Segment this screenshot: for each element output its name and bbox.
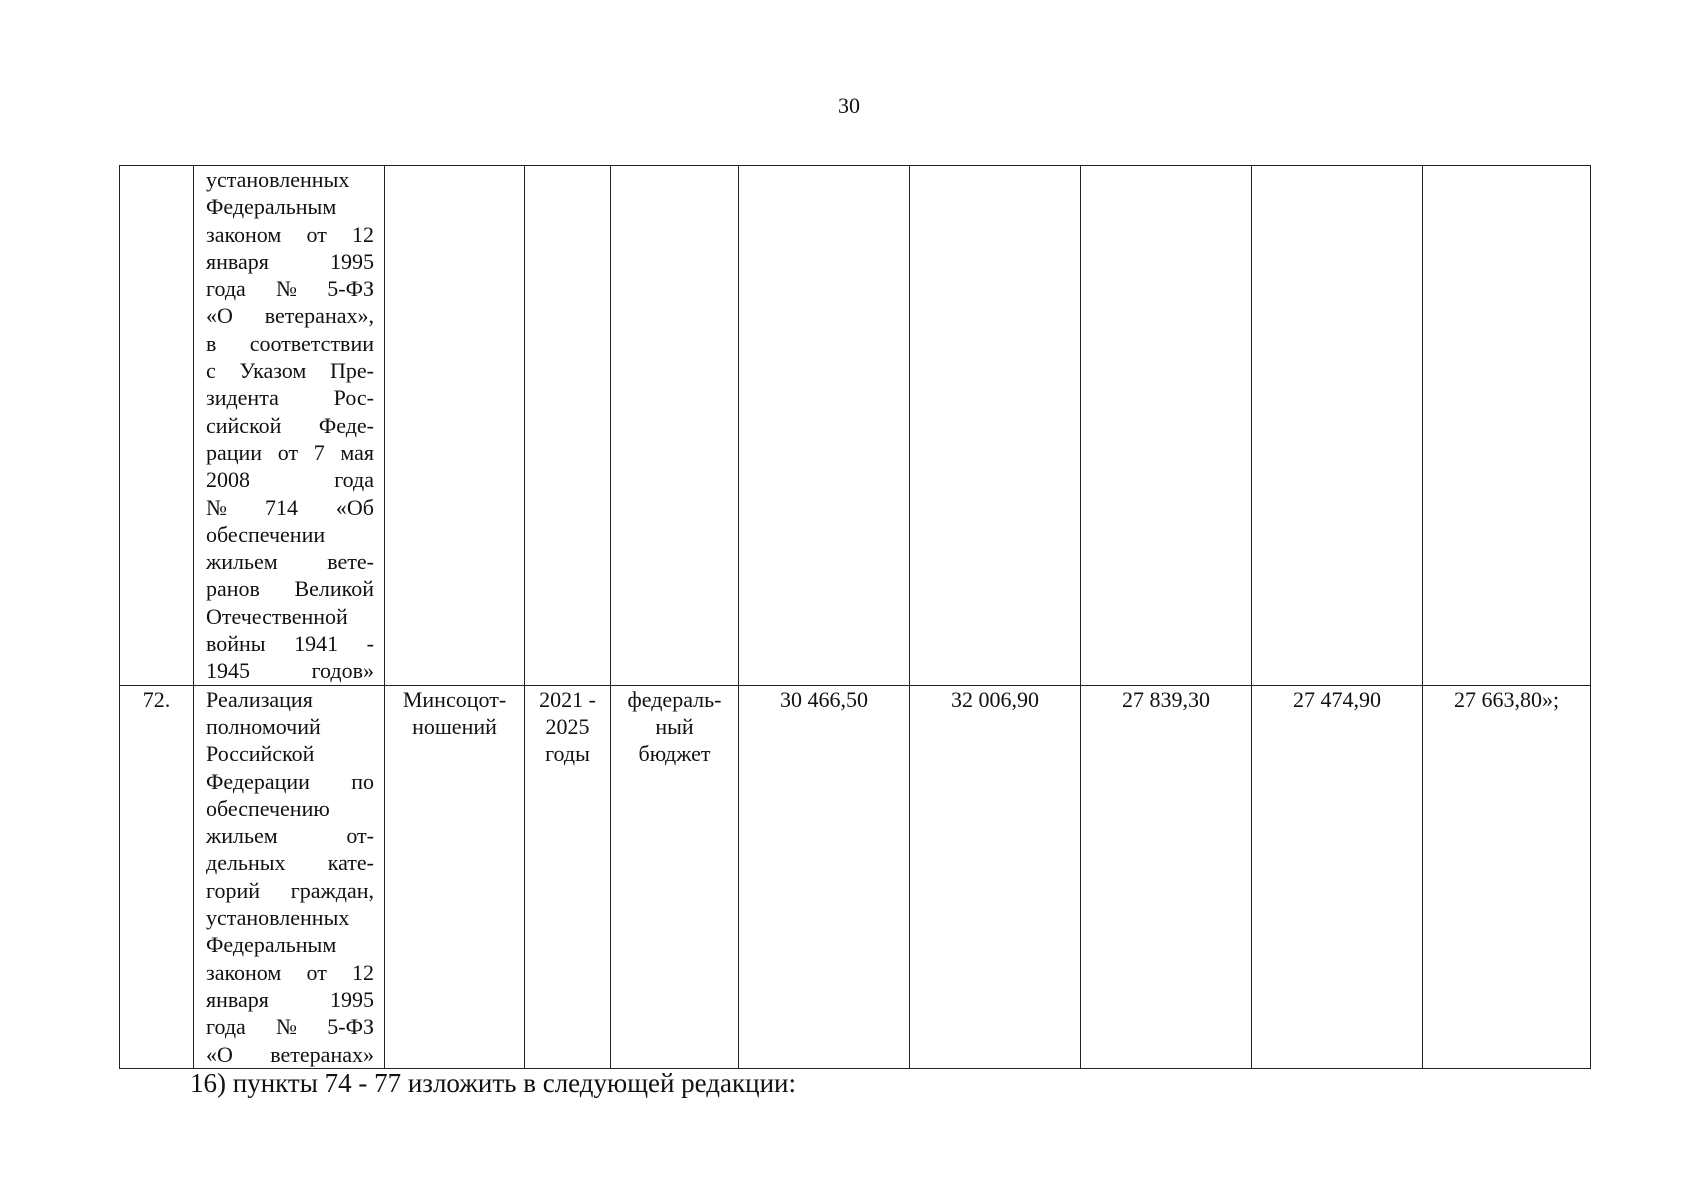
term-line: 2021 -: [539, 686, 596, 712]
amount-cell: 27 663,80»;: [1423, 685, 1591, 1068]
amount-cell: [1423, 166, 1591, 686]
term-line: 2025: [545, 713, 590, 739]
desc-line: сийской Феде-: [206, 412, 374, 438]
budget-table: [119, 165, 1591, 1069]
amount-cell: 32 006,90: [910, 685, 1081, 1068]
desc-line: Федеральным: [206, 932, 337, 958]
desc-line: с Указом Пре-: [206, 358, 374, 384]
executor-line: Минсоцот-: [402, 686, 507, 712]
desc-line: 1945 годов»: [206, 658, 374, 684]
desc-line: Отечественной: [206, 603, 348, 629]
amount-cell: [1081, 166, 1252, 686]
desc-line: года № 5-ФЗ: [206, 276, 374, 302]
amount-cell: 27 839,30: [1081, 685, 1252, 1068]
desc-line: горий граждан,: [206, 877, 374, 903]
amount-cell: [739, 166, 910, 686]
desc-line: Федеральным: [206, 194, 337, 220]
desc-line: ранов Великой: [206, 576, 374, 602]
amount-cell: [1252, 166, 1423, 686]
table-row-continuation: [120, 166, 1591, 686]
page-number: 30: [838, 93, 860, 118]
source-cell: [611, 166, 739, 686]
desc-line: № 714 «Об: [206, 494, 374, 520]
desc-line: полномочий: [206, 713, 321, 739]
desc-line: года № 5-ФЗ: [206, 1014, 374, 1040]
amount-cell: 27 474,90: [1252, 685, 1423, 1068]
term-line: годы: [545, 741, 590, 767]
amendment-instruction: 16) пункты 74 - 77 изложить в следующей редакции:: [190, 1068, 796, 1098]
desc-line: Федерации по: [206, 768, 374, 794]
desc-line: войны 1941 -: [206, 631, 374, 657]
desc-line: «О ветеранах»: [206, 1041, 374, 1067]
desc-line: Российской: [206, 741, 315, 767]
source-cell: [611, 685, 739, 1068]
desc-line: рации от 7 мая: [206, 439, 374, 465]
amount-cell: [910, 166, 1081, 686]
source-line: федераль-: [627, 686, 722, 712]
source-line: бюджет: [638, 741, 711, 767]
amount-cell: 30 466,50: [739, 685, 910, 1068]
executor-cell: [385, 685, 525, 1068]
desc-line: января 1995: [206, 986, 374, 1012]
executor-cell: [385, 166, 525, 686]
term-cell: [525, 685, 611, 1068]
desc-line: дельных кате-: [206, 850, 374, 876]
description-cell: [194, 685, 385, 1068]
number-cell: [120, 166, 194, 686]
term-cell: [525, 166, 611, 686]
desc-line: жильем от-: [206, 823, 374, 849]
desc-line: обеспечении: [206, 521, 326, 547]
executor-line: ношений: [412, 713, 497, 739]
source-line: ный: [655, 713, 694, 739]
desc-line: 2008 года: [206, 467, 374, 493]
desc-line: зидента Рос-: [206, 385, 374, 411]
desc-line: обеспечению: [206, 795, 330, 821]
row-number: 72.: [120, 685, 194, 1068]
desc-line: Реализация: [206, 686, 313, 712]
description-cell: [194, 166, 385, 686]
desc-line: жильем вете-: [206, 549, 374, 575]
desc-line: законом от 12: [206, 959, 374, 985]
desc-line: установленных: [206, 167, 350, 192]
desc-line: января 1995: [206, 248, 374, 274]
desc-line: в соответствии: [206, 330, 374, 356]
desc-line: законом от 12: [206, 221, 374, 247]
desc-line: установленных: [206, 905, 350, 931]
table-row-72: [120, 685, 1591, 1068]
desc-line: «О ветеранах»,: [206, 303, 374, 329]
